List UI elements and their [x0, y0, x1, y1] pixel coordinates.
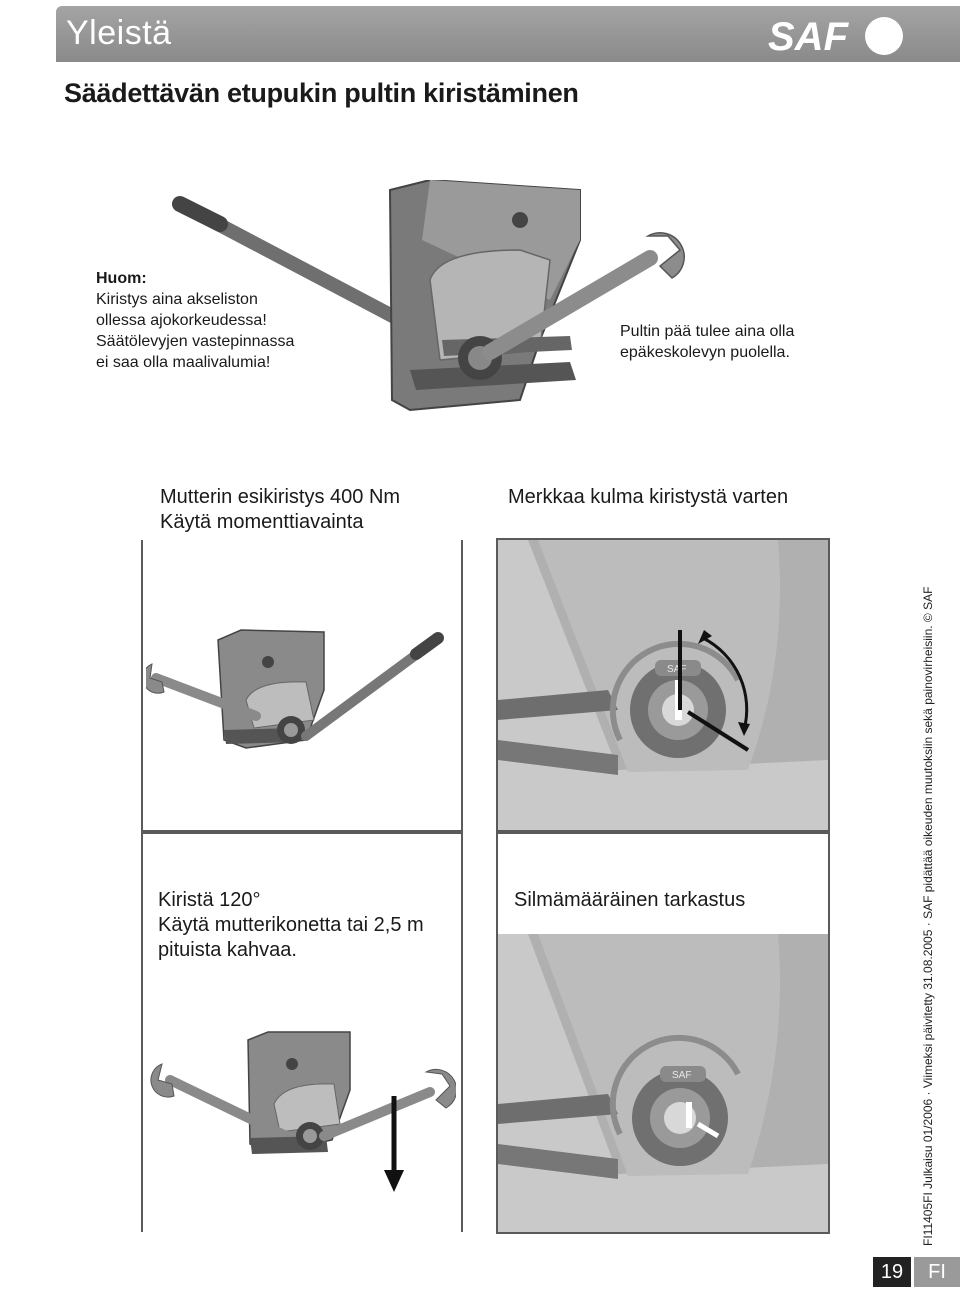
- page-number: 19: [873, 1257, 911, 1287]
- note-line: ollessa ajokorkeudessa!: [96, 312, 267, 329]
- page-title: Säädettävän etupukin pultin kiristäminen: [64, 78, 579, 108]
- section-title: Yleistä: [66, 14, 172, 52]
- caption-line: Silmämääräinen tarkastus: [514, 889, 746, 911]
- caption-line: Käytä mutterikonetta tai 2,5 m: [158, 914, 424, 936]
- caption-line: Kiristä 120°: [158, 889, 261, 911]
- nut-badge-text: SAF: [667, 664, 687, 675]
- bolt-head-caption: [620, 321, 794, 363]
- language-code: FI: [914, 1257, 960, 1287]
- step4-caption: [514, 888, 745, 913]
- note-line: ei saa olla maalivalumia!: [96, 354, 271, 371]
- pretighten-illustration: [146, 620, 458, 770]
- caption-line: Pultin pää tulee aina olla: [620, 323, 795, 340]
- header-bar: [56, 6, 960, 62]
- inspect-illustration: [498, 934, 828, 1232]
- note-line: Kiristys aina akseliston: [96, 291, 258, 308]
- mark-angle-illustration: [498, 540, 828, 830]
- note-box: [96, 268, 294, 373]
- step1-caption: [160, 485, 400, 535]
- caption-line: pituista kahvaa.: [158, 939, 297, 961]
- tighten-illustration: [150, 1020, 456, 1200]
- saf-logo: [768, 12, 908, 58]
- caption-line: epäkeskolevyn puolella.: [620, 344, 790, 361]
- nut-badge-text: SAF: [672, 1070, 692, 1081]
- step3-caption: [158, 888, 424, 963]
- caption-line: Merkkaa kulma kiristystä varten: [508, 486, 789, 508]
- caption-line: Käytä momenttiavainta: [160, 511, 364, 533]
- publication-info: FI11405FI Julkaisu 01/2006 · Viimeksi päivitetty 31.08.2005 · SAF pidättää oikeuden muutoksiin sekä painovirheisiin. © SAF: [921, 586, 935, 1246]
- caption-line: Mutterin esikiristys 400 Nm: [160, 486, 401, 508]
- logo-text: SAF: [768, 15, 848, 58]
- note-line: Säätölevyjen vastepinnassa: [96, 333, 295, 350]
- step2-caption: [508, 485, 788, 510]
- note-heading: Huom:: [96, 270, 147, 287]
